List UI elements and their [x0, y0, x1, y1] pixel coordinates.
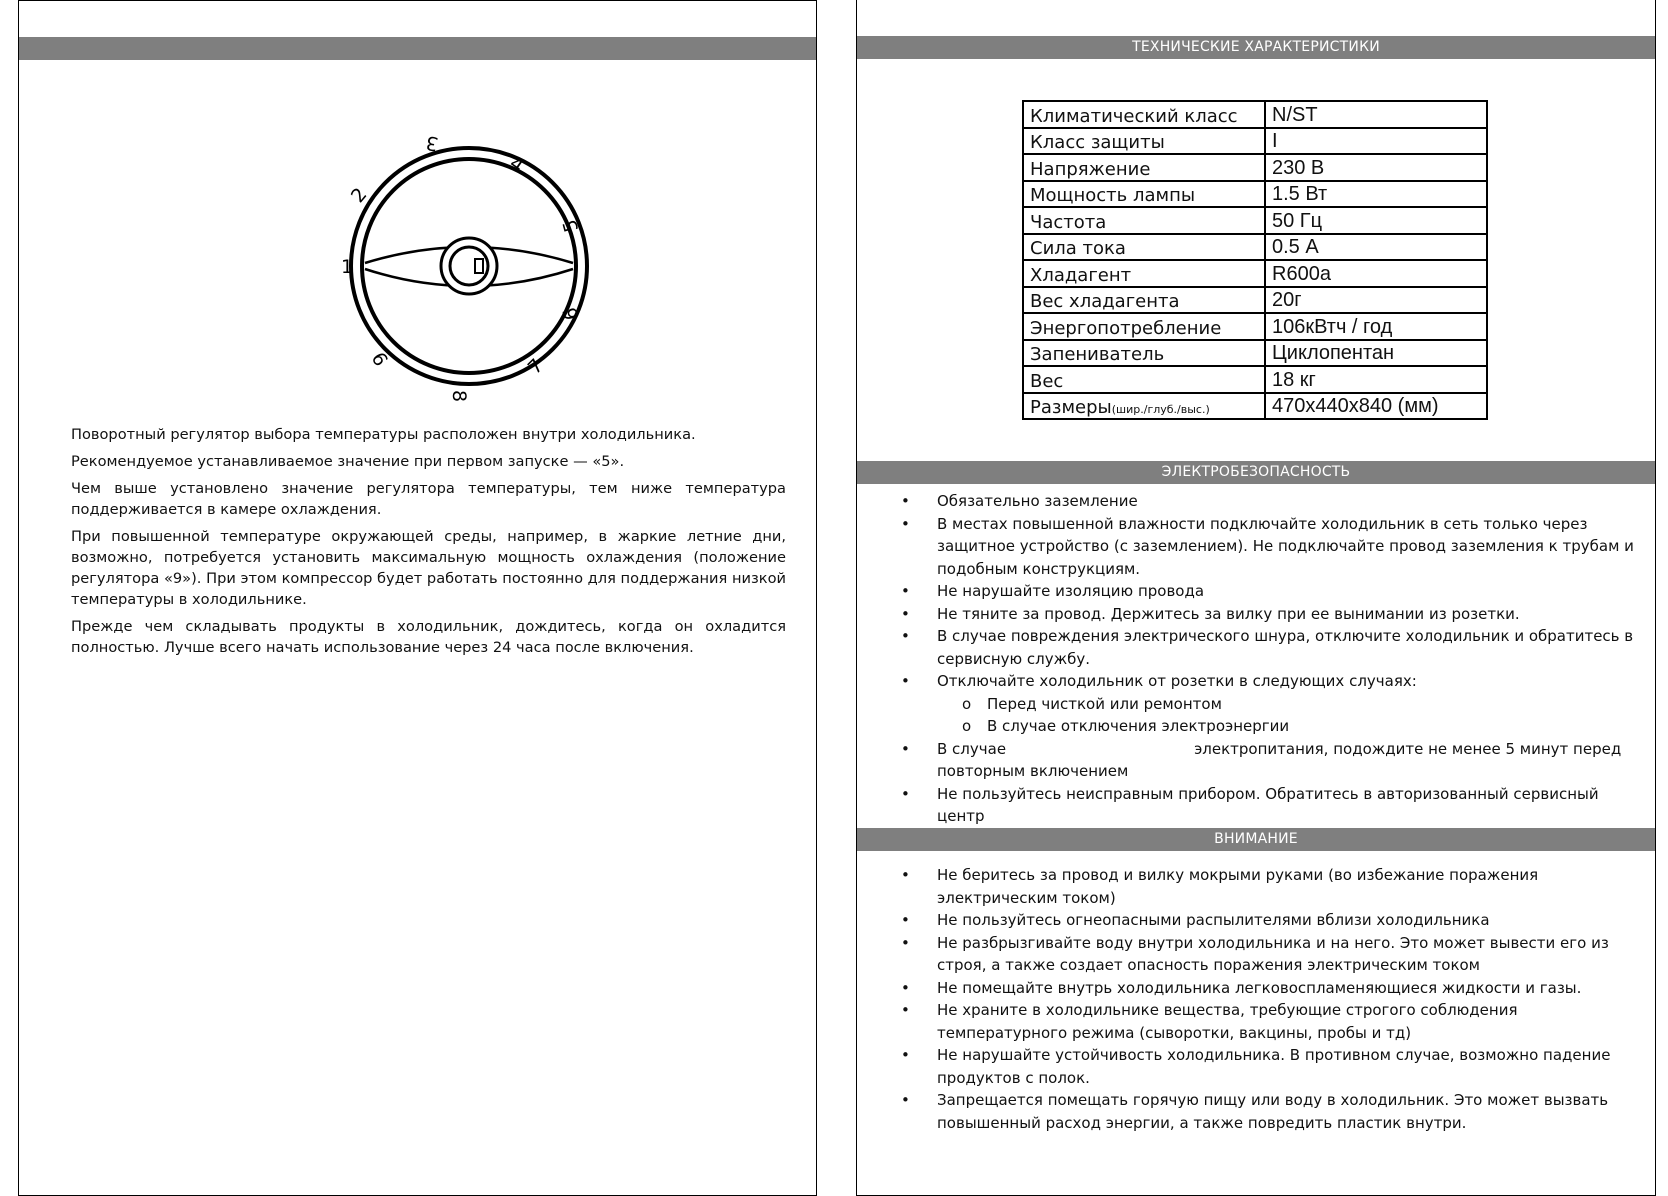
- list-item: [897, 932, 1637, 977]
- bullet: •: [901, 514, 910, 533]
- list-item: [897, 783, 1637, 828]
- list-item: [897, 580, 1637, 603]
- list-item: [897, 603, 1637, 626]
- bullet: •: [901, 1046, 910, 1064]
- spec-key: Класс защиты: [1023, 128, 1265, 155]
- list-item: [897, 864, 1637, 909]
- table-row: [1023, 393, 1487, 420]
- spec-key: Вес хладагента: [1023, 287, 1265, 314]
- bullet: •: [901, 933, 910, 952]
- sub-bullet: o: [962, 694, 972, 713]
- spec-value: 18 кг: [1265, 366, 1487, 393]
- spec-key: Сила тока: [1023, 234, 1265, 261]
- table-row: [1023, 366, 1487, 393]
- dial-description: [71, 424, 786, 664]
- list-item: [897, 977, 1637, 1000]
- table-row: [1023, 340, 1487, 367]
- list-item-text: Не нарушайте устойчивость холодильника. В противном случае, возможно падение продуктов с полок.: [937, 1046, 1611, 1087]
- list-item-text: Не пользуйтесь неисправным прибором. Обратитесь в авторизованный сервисный центр: [937, 784, 1599, 825]
- bullet: •: [901, 604, 910, 623]
- sub-list-item-text: В случае отключения электроэнергии: [987, 717, 1290, 735]
- left-header-bar: [19, 37, 816, 60]
- list-item: [897, 1089, 1637, 1134]
- spec-key: Хладагент: [1023, 260, 1265, 287]
- bullet: •: [901, 582, 910, 600]
- bullet: •: [901, 1091, 910, 1109]
- list-item: [897, 490, 1637, 513]
- spec-value: 106кВтч / год: [1265, 313, 1487, 340]
- paragraph: Чем выше установлено значение регулятора температуры, тем ниже температура поддерживается в камере охлаждения.: [71, 480, 786, 518]
- spec-value: Циклопентан: [1265, 340, 1487, 367]
- paragraph: При повышенной температуре окружающей среды, например, в жаркие летние дни, возможно, потребуется установить максимальную мощность охлаждения (положение регулятора «9»). При этом компрессор будет работать постоянно для поддержания низкой температуры в холодильнике.: [71, 528, 786, 608]
- list-item-text: Не помещайте внутрь холодильника легковоспламеняющиеся жидкости и газы.: [937, 978, 1582, 997]
- list-item-text: Не храните в холодильнике вещества, требующие строгого соблюдения температурного режима (сыворотки, вакцины, пробы и тд): [937, 1001, 1518, 1042]
- list-item-text-end: электропитания, подождите не менее 5 минут перед повторным включением: [937, 739, 1622, 780]
- bullet: •: [901, 627, 910, 645]
- spec-key: Вес: [1023, 366, 1265, 393]
- table-row: [1023, 207, 1487, 234]
- spec-value: 0.5 А: [1265, 234, 1487, 261]
- sub-list-item-text: Перед чисткой или ремонтом: [987, 694, 1222, 713]
- sub-list: [937, 693, 1637, 738]
- spec-value: 1.5 Вт: [1265, 181, 1487, 208]
- table-row: [1023, 101, 1487, 128]
- dial-number-2: 2: [346, 183, 372, 208]
- sub-list-item: [937, 693, 1637, 716]
- safety-section-header: ЭЛЕКТРОБЕЗОПАСНОСТЬ: [857, 461, 1655, 484]
- bullet: •: [901, 672, 910, 690]
- spec-key: Размеры: [1030, 397, 1112, 418]
- list-item: [897, 670, 1637, 738]
- spec-value: 50 Гц: [1265, 207, 1487, 234]
- spec-value: I: [1265, 128, 1487, 155]
- list-item-text: Не беритесь за провод и вилку мокрыми руками (во избежание поражения электрическим током): [937, 866, 1539, 907]
- spec-key: Частота: [1023, 207, 1265, 234]
- spec-value: 230 В: [1265, 154, 1487, 181]
- bullet: •: [901, 1001, 910, 1019]
- table-row: [1023, 181, 1487, 208]
- list-item-text: В местах повышенной влажности подключайте холодильник в сеть только через защитное устройство (с заземлением). Не подключайте провод заземления к трубам и подобным конструкциям.: [937, 514, 1634, 578]
- spec-value: N/ST: [1265, 101, 1487, 128]
- table-row: [1023, 128, 1487, 155]
- spec-key: Мощность лампы: [1023, 181, 1265, 208]
- list-item-text: Не разбрызгивайте воду внутри холодильника и на него. Это может вывести его из строя, а также создает опасность поражения электрическим током: [937, 933, 1609, 974]
- sub-bullet: o: [962, 717, 972, 735]
- bullet: •: [901, 978, 910, 997]
- attention-section-header: ВНИМАНИЕ: [857, 828, 1655, 851]
- attention-list: [897, 864, 1637, 1134]
- dial-number-1: 1: [341, 256, 354, 278]
- list-item-text: Не тяните за провод. Держитесь за вилку при ее вынимании из розетки.: [937, 604, 1520, 623]
- table-row: [1023, 260, 1487, 287]
- dial-number-7: 7: [523, 354, 548, 379]
- list-item-text: В случае повреждения электрического шнура, отключите холодильник и обратитесь в сервисную службу.: [937, 627, 1634, 668]
- list-item-text: Не нарушайте изоляцию провода: [937, 582, 1205, 600]
- spec-value: 470x440x840 (мм): [1265, 393, 1487, 420]
- list-item-text-start: В случае: [937, 739, 1007, 758]
- spec-key: Напряжение: [1023, 154, 1265, 181]
- spec-key: Запениватель: [1023, 340, 1265, 367]
- table-row: [1023, 234, 1487, 261]
- paragraph: Поворотный регулятор выбора температуры расположен внутри холодильника.: [71, 426, 696, 443]
- spec-value: R600a: [1265, 260, 1487, 287]
- dial-hub-notch: [475, 259, 483, 273]
- bullet: •: [901, 911, 910, 929]
- dial-number-5: 5: [558, 217, 584, 235]
- dial-number-4: 4: [505, 152, 528, 178]
- table-row: [1023, 154, 1487, 181]
- right-page: [856, 0, 1656, 1196]
- bullet: •: [901, 492, 910, 510]
- spec-key: Климатический класс: [1023, 101, 1265, 128]
- paragraph: Прежде чем складывать продукты в холодильник, дождитесь, когда он охладится полностью. Лучше всего начать использование через 24 часа после включения.: [71, 618, 786, 656]
- list-item-text: Отключайте холодильник от розетки в следующих случаях:: [937, 672, 1417, 690]
- list-item: [897, 909, 1637, 932]
- table-row: [1023, 313, 1487, 340]
- spec-table: [1022, 100, 1488, 420]
- list-item: [897, 999, 1637, 1044]
- sub-list-item: [937, 715, 1637, 738]
- list-item: [897, 1044, 1637, 1089]
- tech-section-header: ТЕХНИЧЕСКИЕ ХАРАКТЕРИСТИКИ: [857, 36, 1655, 59]
- bullet: •: [901, 784, 910, 803]
- table-row: [1023, 287, 1487, 314]
- list-item: [897, 738, 1637, 783]
- list-item-text: Обязательно заземление: [937, 492, 1138, 510]
- list-item: [897, 625, 1637, 670]
- safety-list: [897, 490, 1637, 828]
- dial-number-3: 3: [424, 131, 440, 155]
- list-item-text: Запрещается помещать горячую пищу или воду в холодильник. Это может вызвать повышенный расход энергии, а также повредить пластик внутри.: [937, 1091, 1609, 1132]
- temperature-dial-diagram: [319, 131, 619, 411]
- spec-value: 20г: [1265, 287, 1487, 314]
- list-item: [897, 513, 1637, 581]
- spec-key: Энергопотребление: [1023, 313, 1265, 340]
- left-page: [18, 0, 817, 1196]
- spec-key-note: (шир./глуб./выс.): [1111, 403, 1210, 416]
- list-item-text: Не пользуйтесь огнеопасными распылителями вблизи холодильника: [937, 911, 1490, 929]
- dial-number-8: 8: [448, 390, 470, 403]
- bullet: •: [901, 739, 910, 758]
- dial-number-9: 9: [368, 347, 394, 370]
- spec-key-cell: [1023, 393, 1265, 420]
- bullet: •: [901, 866, 910, 884]
- dial-number-6: 6: [558, 305, 584, 323]
- paragraph: Рекомендуемое устанавливаемое значение при первом запуске — «5».: [71, 453, 625, 470]
